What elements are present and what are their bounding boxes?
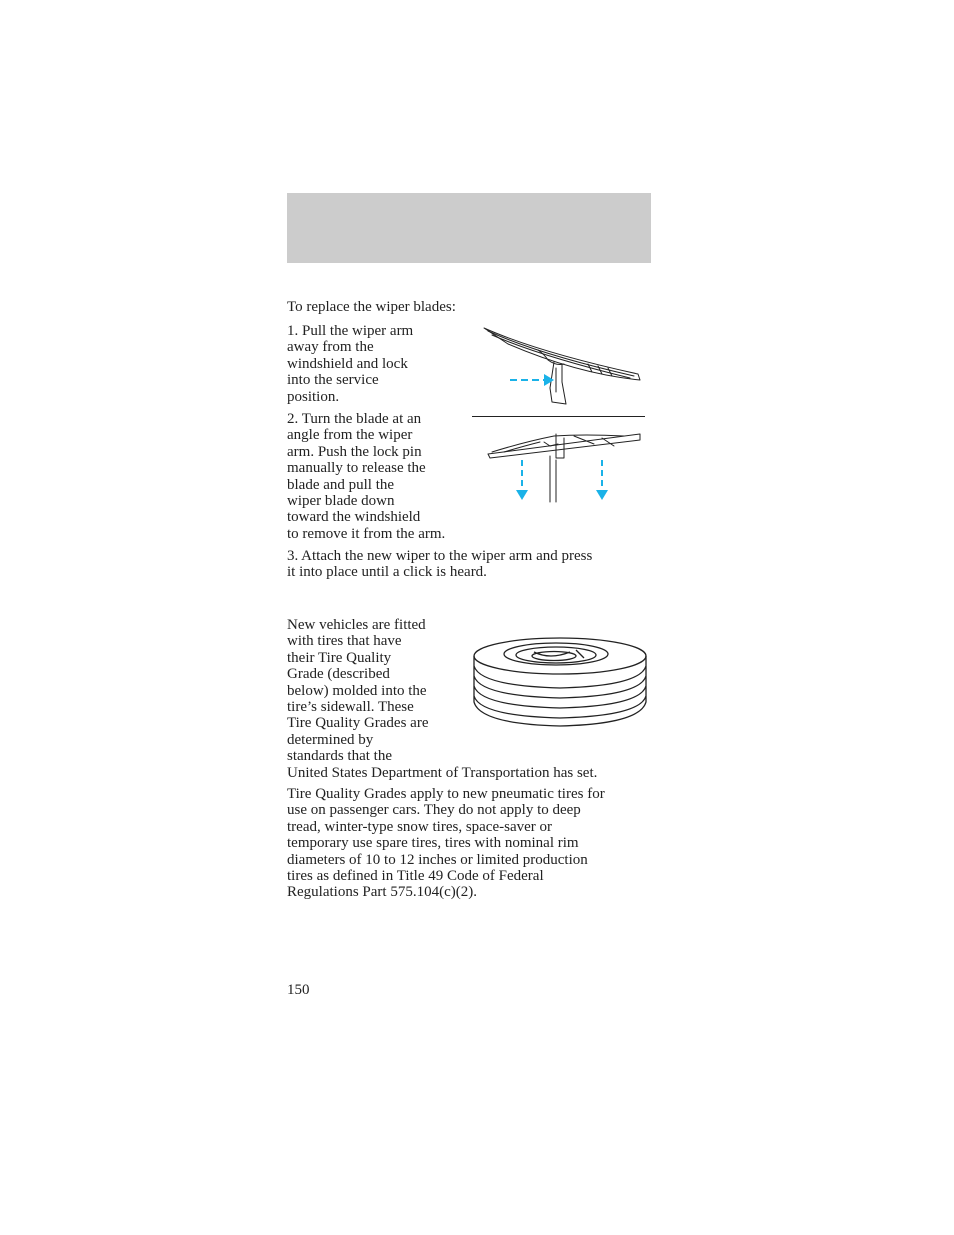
text-line: Tire Quality Grades are [287,715,429,732]
text-line: standards that the [287,748,392,765]
text-line: 2. Turn the blade at an [287,411,422,427]
wiper-intro: To replace the wiper blades: [287,299,456,315]
wiper-step-1 [287,323,457,405]
text-line: tread, winter-type snow tires, space-saver or [287,818,553,835]
text-line: arm. Push the lock pin [287,443,422,460]
tire-quality-grades-paragraph [287,786,651,901]
text-line: position. [287,388,340,405]
text-line: to remove it from the arm. [287,525,446,542]
text-line: away from the [287,339,374,356]
text-line: manually to release the [287,460,426,477]
text-line: diameters of 10 to 12 inches or limited production [287,851,588,868]
text-line: angle from the wiper [287,427,413,444]
text-line: Regulations Part 575.104(c)(2). [287,884,477,901]
wiper-step-3 [287,548,651,581]
text-line: it into place until a click is heard. [287,564,487,581]
text-line: windshield and lock [287,355,408,372]
text-line: Tire Quality Grades apply to new pneumatic tires for [287,786,605,802]
text-line: their Tire Quality [287,649,392,666]
text-line: determined by [287,731,374,748]
page-number: 150 [287,982,310,998]
wiper-blade-removal-illustration [484,428,644,504]
text-line: below) molded into the [287,682,427,699]
text-line: United States Department of Transportation has set. [287,764,598,781]
text-line: tire’s sidewall. These [287,699,414,716]
text-line: toward the windshield [287,509,421,526]
text-line: New vehicles are fitted [287,617,426,633]
wiper-arm-service-position-illustration [478,322,644,408]
section-header-band [287,193,651,263]
text-line: use on passenger cars. They do not apply to deep [287,802,581,819]
text-line: 3. Attach the new wiper to the wiper arm and press [287,548,593,564]
text-line: 1. Pull the wiper arm [287,323,414,339]
text-line: temporary use spare tires, tires with nominal rim [287,835,579,852]
text-line: with tires that have [287,633,402,650]
text-line: blade and pull the [287,476,395,493]
tire-illustration [470,634,651,730]
text-line: Grade (described [287,666,390,683]
text-line: into the service [287,372,379,389]
wiper-step-2 [287,411,477,542]
figure-divider [472,416,645,417]
text-line: wiper blade down [287,493,395,510]
text-line: tires as defined in Title 49 Code of Federal [287,868,544,885]
